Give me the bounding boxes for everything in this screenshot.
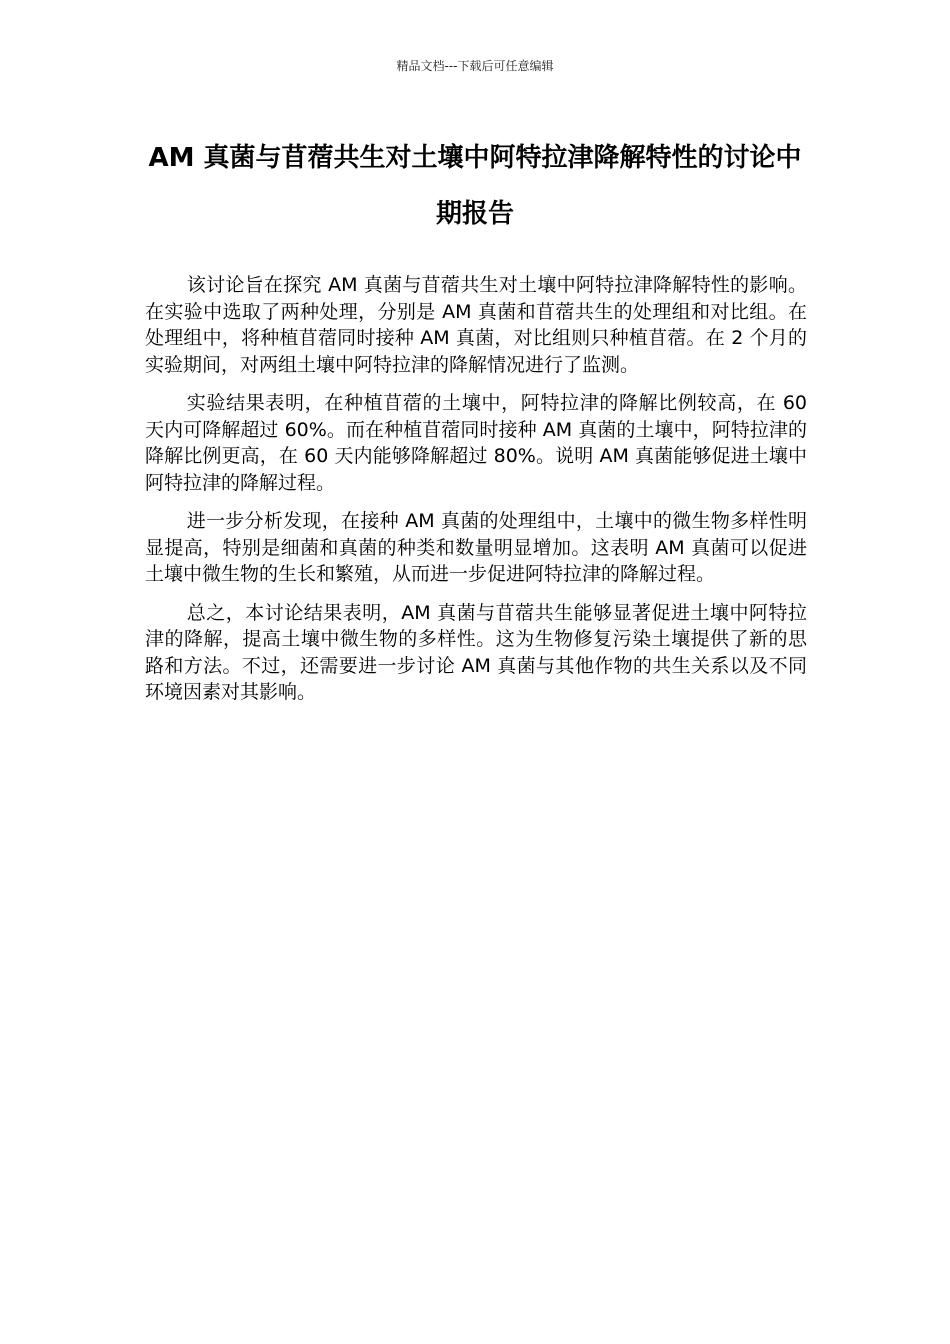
document-body — [145, 272, 807, 718]
paragraph-3: 进一步分析发现，在接种 AM 真菌的处理组中，土壤中的微生物多样性明显提高，特别是细菌和真菌的种类和数量明显增加。这表明 AM 真菌可以促进土壤中微生物的生长和繁殖，从而进一步促进阿特拉津的降解过程。 — [145, 510, 807, 585]
page-header: 精品文档---下载后可任意编辑 — [396, 59, 554, 73]
paragraph-2: 实验结果表明，在种植苜蓿的土壤中，阿特拉津的降解比例较高，在 60 天内可降解超过 60%。而在种植苜蓿同时接种 AM 真菌的土壤中，阿特拉津的降解比例更高，在 60 天内能够降解超过 80%。说明 AM 真菌能够促进土壤中阿特拉津的降解过程。 — [145, 392, 807, 494]
paragraph-4: 总之，本讨论结果表明，AM 真菌与苜蓿共生能够显著促进土壤中阿特拉津的降解，提高土壤中微生物的多样性。这为生物修复污染土壤提供了新的思路和方法。不过，还需要进一步讨论 AM 真菌与其他作物的共生关系以及不同环境因素对其影响。 — [145, 601, 807, 703]
paragraph-1: 该讨论旨在探究 AM 真菌与苜蓿共生对土壤中阿特拉津降解特性的影响。在实验中选取了两种处理，分别是 AM 真菌和苜蓿共生的处理组和对比组。在处理组中，将种植苜蓿同时接种 AM 真菌，对比组则只种植苜蓿。在 2 个月的实验期间，对两组土壤中阿特拉津的降解情况进行了监测。 — [145, 274, 807, 376]
document-title: AM 真菌与苜蓿共生对土壤中阿特拉津降解特性的讨论中期报告 — [148, 143, 802, 229]
